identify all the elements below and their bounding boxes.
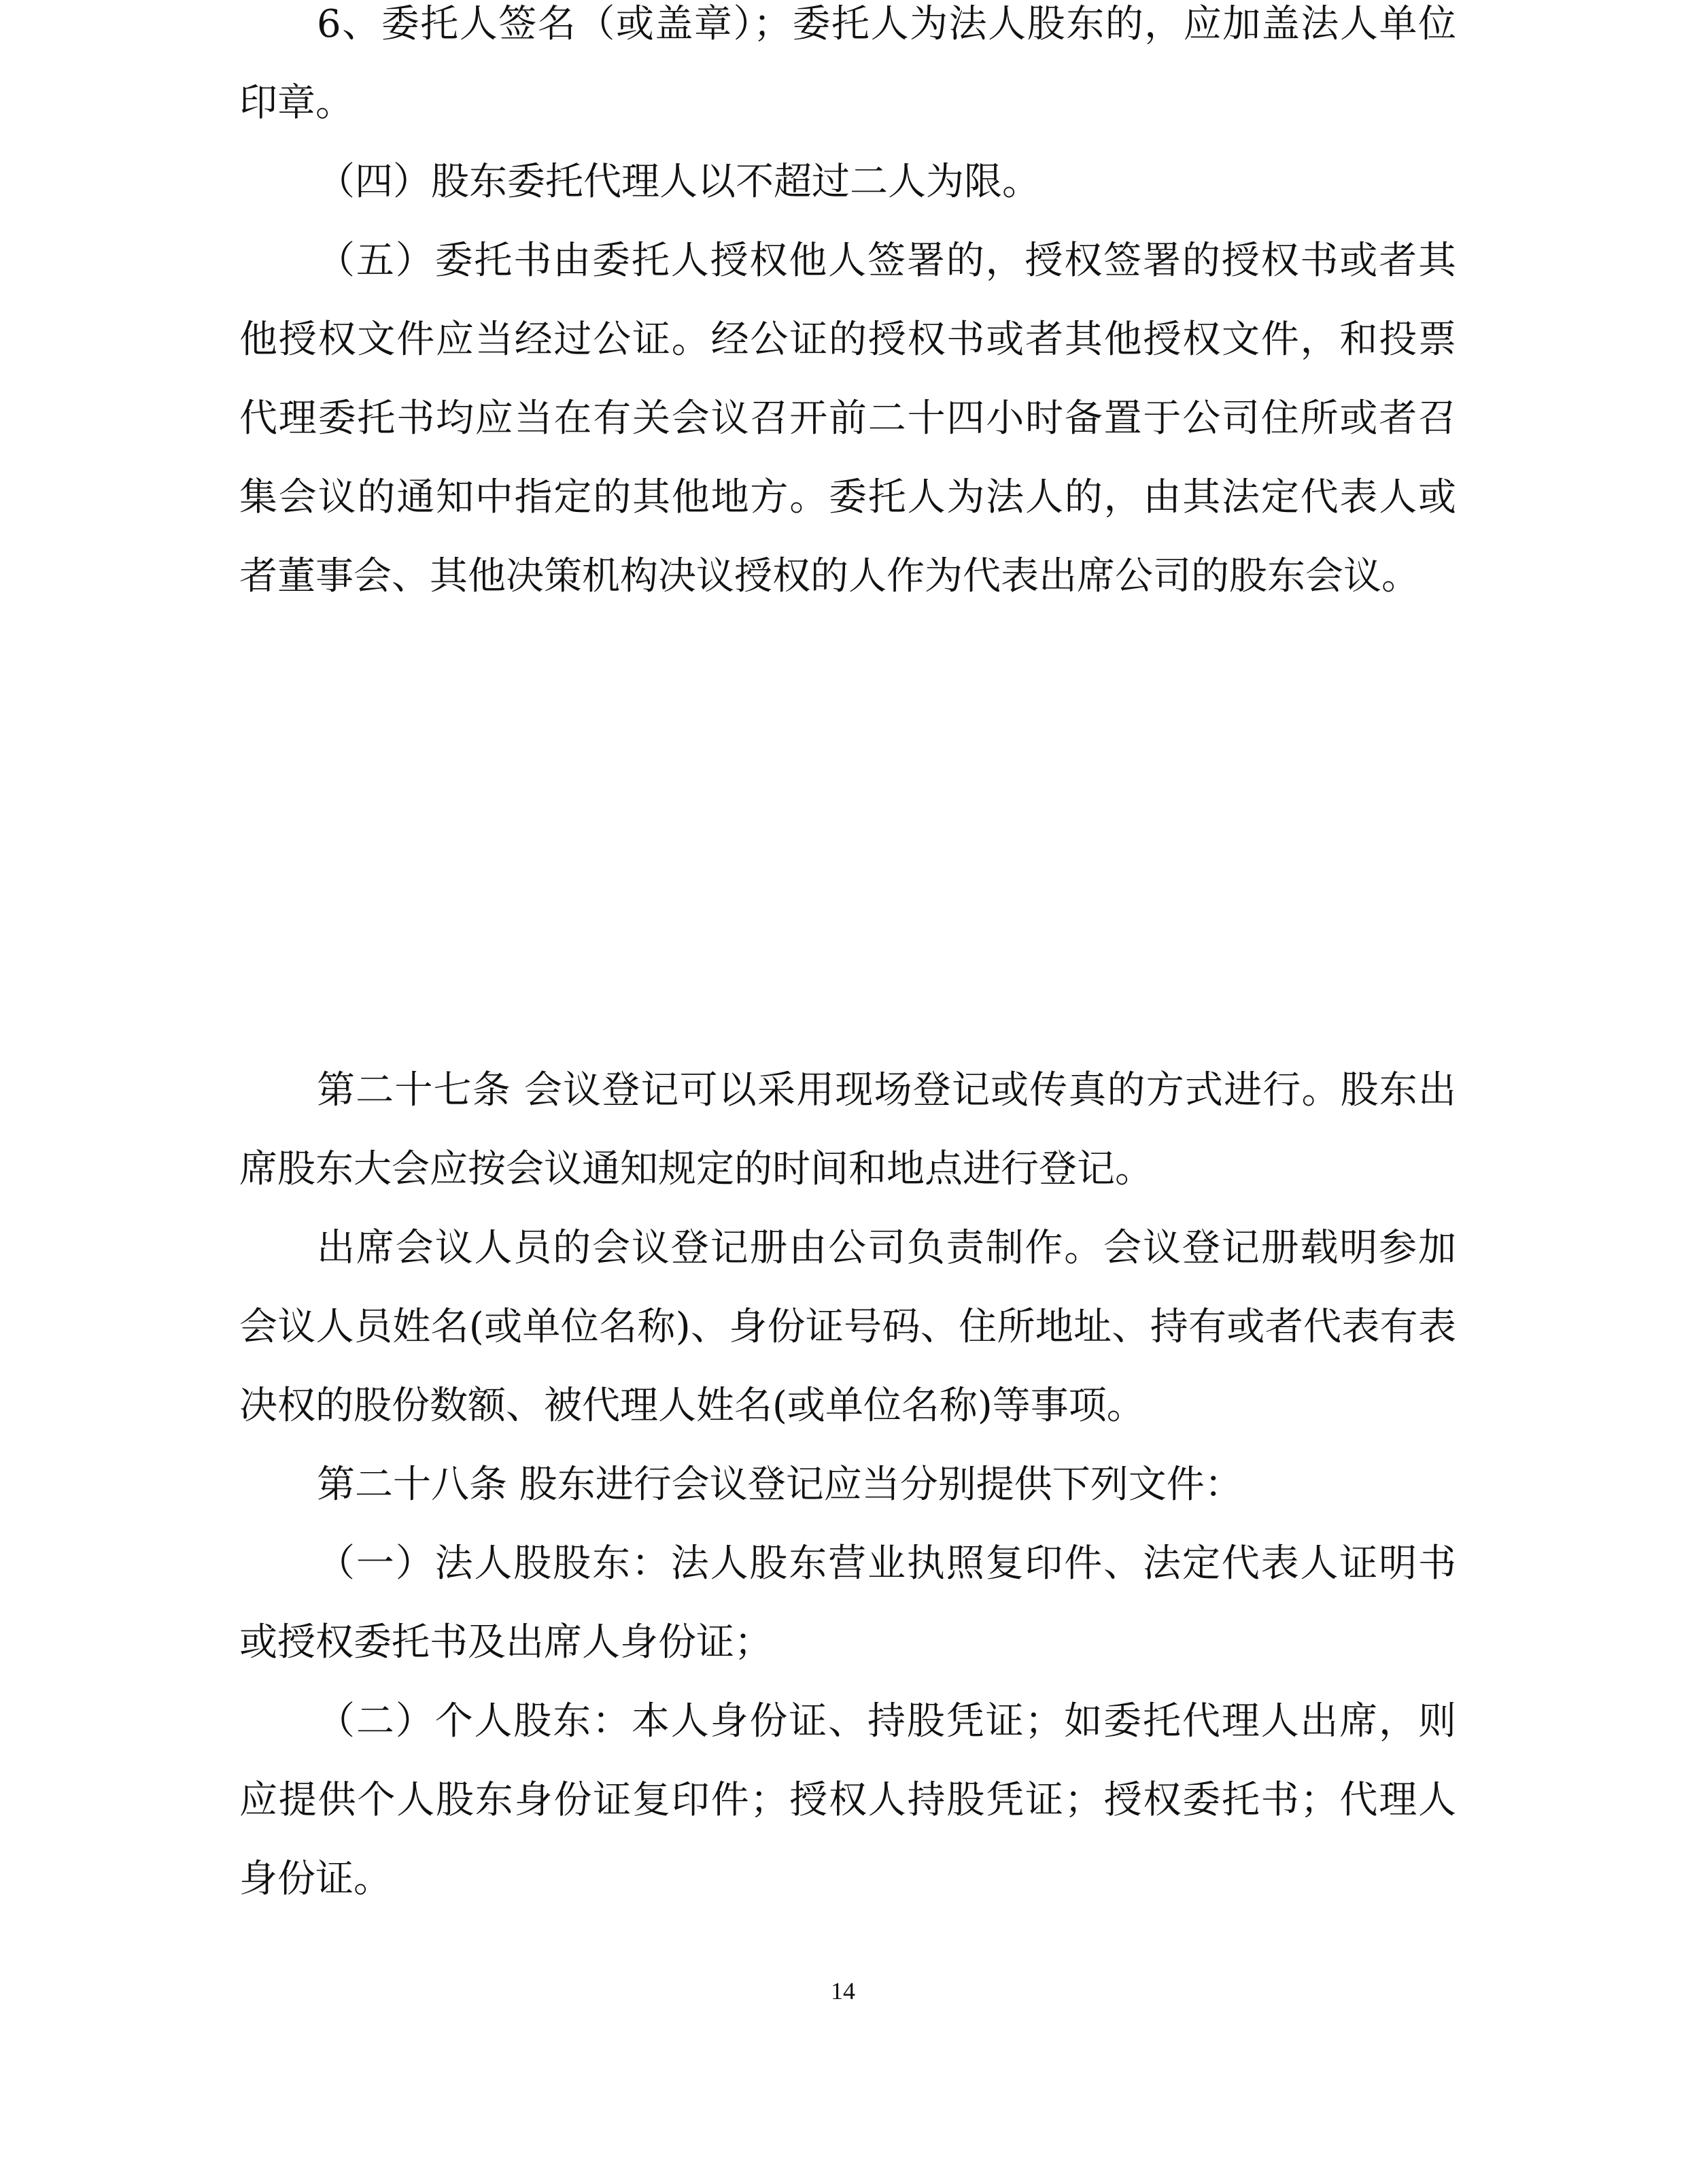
paragraph-signature: 6、委托人签名（或盖章）；委托人为法人股东的，应加盖法人单位印章。 [239, 2, 1456, 125]
page-number: 14 [831, 1977, 855, 2004]
paragraph-individual-shareholder: （二）个人股东：本人身份证、持股凭证；如委托代理人出席，则应提供个人股东身份证复印件；授权人持股凭证；授权委托书；代理人身份证。 [239, 1699, 1456, 1901]
bottom-text-block [239, 1051, 1456, 1919]
paragraph-article-27: 第二十七条 会议登记可以采用现场登记或传真的方式进行。股东出席股东大会应按会议通知规定的时间和地点进行登记。 [239, 1068, 1456, 1191]
paragraph-item-four: （四）股东委托代理人以不超过二人为限。 [317, 160, 1040, 204]
paragraph-article-28: 第二十八条 股东进行会议登记应当分别提供下列文件： [317, 1463, 1243, 1507]
top-text-block [239, 0, 1456, 616]
paragraph-corporate-shareholder: （一）法人股股东：法人股东营业执照复印件、法定代表人证明书或授权委托书及出席人身份证； [239, 1541, 1456, 1665]
paragraph-registration-book: 出席会议人员的会议登记册由公司负责制作。会议登记册载明参加会议人员姓名(或单位名称)、身份证号码、住所地址、持有或者代表有表决权的股份数额、被代理人姓名(或单位名称)等事项。 [239, 1226, 1456, 1428]
paragraph-item-five: （五）委托书由委托人授权他人签署的，授权签署的授权书或者其他授权文件应当经过公证。经公证的授权书或者其他授权文件，和投票代理委托书均应当在有关会议召开前二十四小时备置于公司住所或者召集会议的通知中指定的其他地方。委托人为法人的，由其法定代表人或者董事会、其他决策机构决议授权的人作为代表出席公司的股东会议。 [239, 239, 1456, 598]
